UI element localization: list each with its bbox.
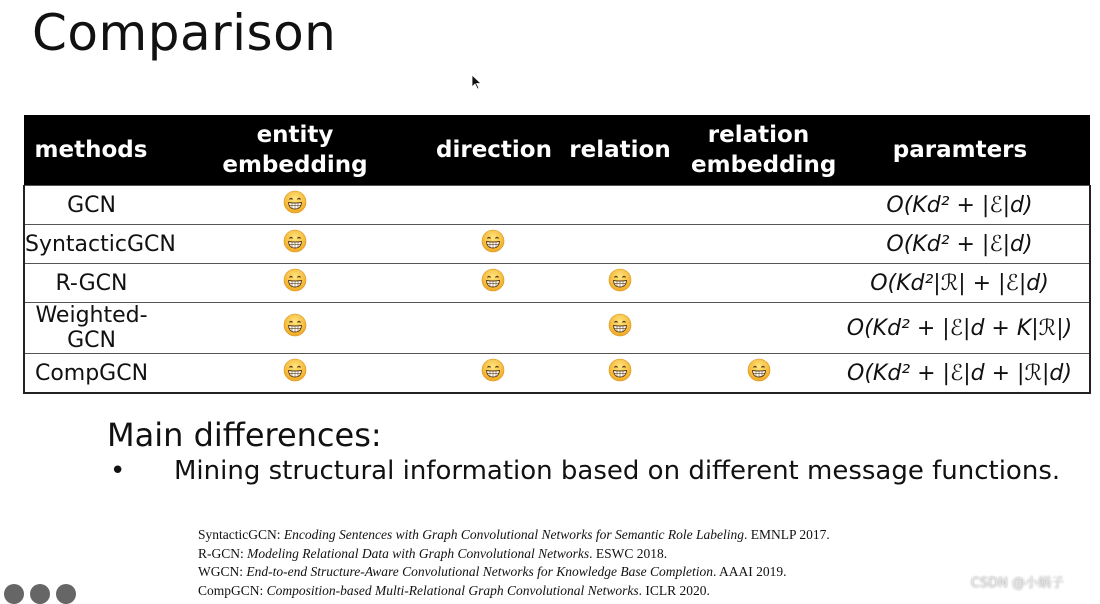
grinning-face-icon (481, 268, 505, 292)
method-cell: CompGCN (24, 354, 158, 394)
direction-cell (432, 186, 553, 225)
relation-cell (553, 186, 687, 225)
relation-cell (553, 303, 687, 354)
entity-embedding-cell (158, 186, 432, 225)
direction-cell (432, 225, 553, 264)
relation-embedding-cell (687, 264, 830, 303)
relation-cell (553, 264, 687, 303)
entity-embedding-cell (158, 264, 432, 303)
grinning-face-icon (481, 229, 505, 253)
main-differences-item: Mining structural information based on different message functions. (174, 456, 1061, 486)
relation-cell (553, 225, 687, 264)
bullet-marker: • (110, 456, 126, 486)
parameters-cell: O(Kd² + |ℰ|d) (830, 225, 1090, 264)
reference-venue: . EMNLP 2017. (743, 527, 830, 542)
grinning-face-icon (608, 313, 632, 337)
next-control-icon[interactable] (56, 584, 76, 604)
reference-title: Encoding Sentences with Graph Convolutional Networks for Semantic Role Labeling (283, 527, 744, 542)
method-cell: GCN (24, 186, 158, 225)
reference-title: Modeling Relational Data with Graph Convolutional Networks (247, 545, 590, 561)
method-cell: R-GCN (24, 264, 158, 303)
slide-title: Comparison (32, 4, 337, 62)
reference-venue: . ESWC 2018. (589, 545, 668, 561)
header-relation: relation (553, 115, 687, 186)
grinning-face-icon (747, 358, 771, 382)
table-row (24, 354, 1090, 394)
relation-embedding-cell (687, 186, 830, 225)
parameters-cell: O(Kd²|ℛ| + |ℰ|d) (830, 264, 1090, 303)
reference-item (198, 582, 830, 601)
reference-item (198, 563, 830, 582)
grinning-face-icon (283, 358, 307, 382)
header-direction: direction (432, 115, 553, 186)
direction-cell (432, 354, 553, 394)
more-control-icon[interactable] (30, 584, 50, 604)
table-row (24, 264, 1090, 303)
grinning-face-icon (283, 190, 307, 214)
reference-name: SyntacticGCN: (198, 527, 284, 542)
comparison-table (23, 115, 1091, 394)
method-cell: Weighted-GCN (24, 303, 158, 354)
reference-title: Composition-based Multi-Relational Graph Convolutional Networks (266, 582, 639, 598)
reference-name: R-GCN: (198, 545, 248, 561)
parameters-cell: O(Kd² + |ℰ|d + K|ℛ|) (830, 303, 1090, 354)
parameters-cell: O(Kd² + |ℰ|d) (830, 186, 1090, 225)
grinning-face-icon (608, 358, 632, 382)
grinning-face-icon (481, 358, 505, 382)
watermark: CSDN @小蜗子 (970, 576, 1064, 591)
entity-embedding-cell (158, 354, 432, 394)
header-relation-embedding: relation embedding (687, 115, 830, 186)
main-differences-heading: Main differences: (107, 416, 382, 454)
header-methods: methods (24, 115, 158, 186)
table-row (24, 225, 1090, 264)
reference-item (198, 526, 830, 545)
entity-embedding-cell (158, 303, 432, 354)
grinning-face-icon (283, 229, 307, 253)
mouse-cursor-icon (471, 74, 483, 90)
table-row (24, 186, 1090, 225)
relation-embedding-cell (687, 225, 830, 264)
table-header-row (24, 115, 1090, 186)
direction-cell (432, 303, 553, 354)
direction-cell (432, 264, 553, 303)
header-parameters: paramters (830, 115, 1090, 186)
reference-name: WGCN: (198, 564, 247, 579)
reference-venue: . ICLR 2020. (638, 582, 710, 598)
grinning-face-icon (283, 268, 307, 292)
reference-name: CompGCN: (198, 582, 267, 598)
caption-control-icon[interactable] (4, 584, 24, 604)
table-row (24, 303, 1090, 354)
relation-cell (553, 354, 687, 394)
reference-title: End-to-end Structure-Aware Convolutional Networks for Knowledge Base Completion (246, 564, 713, 579)
relation-embedding-cell (687, 303, 830, 354)
references-list (198, 526, 830, 600)
reference-venue: . AAAI 2019. (712, 564, 787, 579)
parameters-cell: O(Kd² + |ℰ|d + |ℛ|d) (830, 354, 1090, 394)
relation-embedding-cell (687, 354, 830, 394)
grinning-face-icon (283, 313, 307, 337)
method-cell: SyntacticGCN (24, 225, 158, 264)
reference-item (198, 545, 830, 564)
entity-embedding-cell (158, 225, 432, 264)
grinning-face-icon (608, 268, 632, 292)
header-entity-embedding: entity embedding (158, 115, 432, 186)
